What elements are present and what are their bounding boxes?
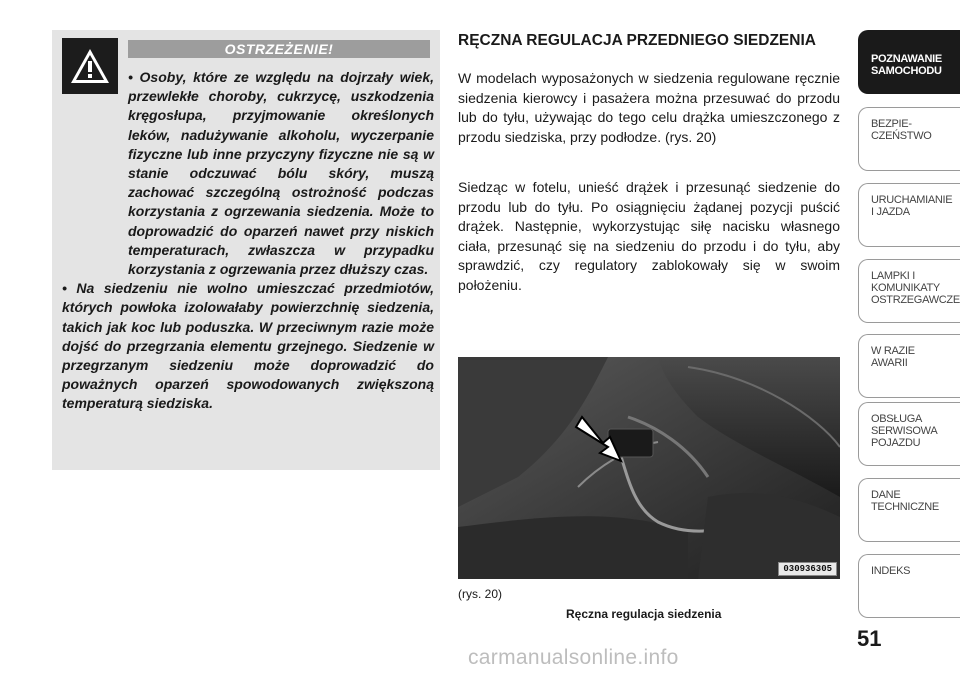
figure-reference: (rys. 20) (458, 587, 503, 601)
photo-code: 030936305 (778, 562, 837, 576)
warning-paragraph-1: • Osoby, które ze względu na dojrzały wiek, przewlekłe choroby, cukrzycę, uszkodzenia kręgosłupa, przyjmowanie określonych leków, nadużywanie alkoholu, wyczerpanie fizyczne lub inne przyczyny fizyczne nie są w stanie odczuwać bólu skóry, muszą zachować szczególną ostrożność podczas korzystania z ogrzewania siedzenia. Może to doprowadzić do oparzeń nawet przy niskich temperaturach, zwłaszcza w przypadku korzystania z ogrzewania przez dłuższy czas. (128, 69, 434, 278)
tab-w-razie-awarii[interactable] (858, 334, 960, 398)
tab-label: URUCHAMIANIE I JAZDA (871, 194, 953, 218)
body-paragraph-2: Siedząc w fotelu, unieść drążek i przesunąć siedzenie do przodu lub do tyłu. Po osiągnięciu żądanej pozycji puścić drążek. Następnie, wykorzystując siłę nacisku własnego ciała, przesunąć się na siedzeniu do przodu i do tyłu, aby sprawdzić, czy regulatory zablokowały się w swoim położeniu. (458, 179, 840, 293)
section-title: RĘCZNA REGULACJA PRZEDNIEGO SIEDZENIA (458, 32, 816, 49)
tab-label: OBSŁUGA SERWISOWA POJAZDU (871, 413, 938, 449)
tab-lampki-i-komunikaty[interactable] (858, 259, 960, 323)
tab-uruchamianie-i-jazda[interactable] (858, 183, 960, 247)
body-paragraph-1: W modelach wyposażonych w siedzenia regulowane ręcznie siedzenia kierowcy i pasażera można przesuwać do przodu lub do tyłu, używając do tego celu drążka umieszczonego z przodu siedziska, przy podłodze. (rys. 20) (458, 70, 840, 145)
tab-label: POZNAWANIE SAMOCHODU (871, 53, 942, 77)
tab-label: LAMPKI I KOMUNIKATY OSTRZEGAWCZE (871, 270, 960, 306)
warning-paragraph-2: • Na siedzeniu nie wolno umieszczać przedmiotów, których powłoka izolowałaby powierzchnię siedzenia, takich jak koc lub poduszka. W przeciwnym razie może dojść do przegrzania elementu grzejnego. Siedzenie w przegrzanym siedzeniu może doprowadzić do poważnych oparzeń spowodowanych zwiększoną temperaturą siedziska. (62, 280, 434, 412)
tab-obsluga-serwisowa[interactable] (858, 402, 960, 466)
tab-bezpieczenstwo[interactable] (858, 107, 960, 171)
tab-dane-techniczne[interactable] (858, 478, 960, 542)
figure-caption: Ręczna regulacja siedzenia (566, 607, 722, 621)
tab-label: DANE TECHNICZNE (871, 489, 939, 513)
tab-label: W RAZIE AWARII (871, 345, 915, 369)
tab-poznawanie-samochodu[interactable] (858, 30, 960, 94)
warning-box (52, 30, 440, 470)
warning-text (62, 68, 434, 414)
tab-indeks[interactable] (858, 554, 960, 618)
page-number: 51 (857, 626, 882, 651)
warning-title: OSTRZEŻENIE! (128, 40, 430, 58)
watermark: carmanualsonline.info (468, 646, 679, 669)
tab-label: INDEKS (871, 565, 911, 577)
seat-adjustment-photo (458, 357, 840, 579)
tab-label: BEZPIE- CZEŃSTWO (871, 118, 932, 142)
